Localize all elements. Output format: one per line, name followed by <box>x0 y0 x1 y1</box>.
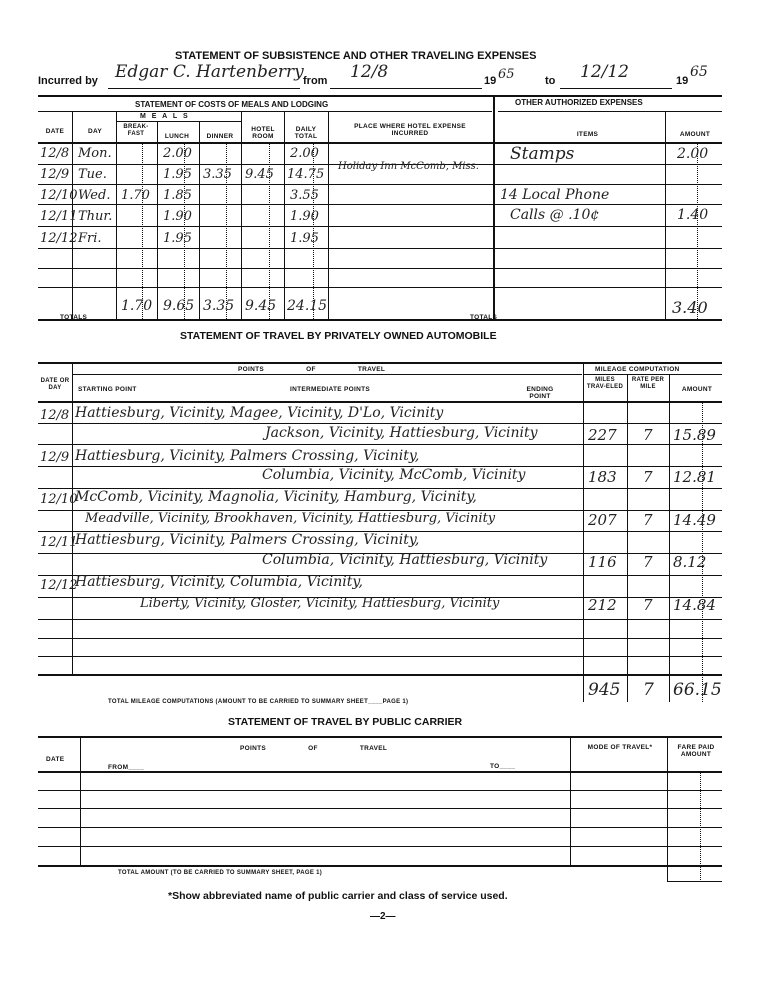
trip-miles: 183 <box>588 468 617 486</box>
col-place: PLACE WHERE HOTEL EXPENSE INCURRED <box>354 123 466 137</box>
total-hotel: 9.45 <box>245 298 277 314</box>
from-date: 12/8 <box>350 62 389 82</box>
carrier-from-label: FROM____ <box>108 764 144 771</box>
mileage-label: MILEAGE COMPUTATION <box>595 366 680 373</box>
col-date: DATE <box>45 128 65 135</box>
trip-amount: 15.89 <box>673 426 716 444</box>
meal-daily: 3.55 <box>290 188 319 203</box>
trip-date: 12/8 <box>40 408 70 423</box>
traveler-name: Edgar C. Hartenberry <box>115 62 304 82</box>
trip-miles: 212 <box>588 596 617 614</box>
from-label: from <box>303 75 328 87</box>
auto-col-intermediate: INTERMEDIATE POINTS <box>290 386 370 393</box>
trip-line1: Hattiesburg, Vicinity, Palmers Crossing, Vicinity, <box>75 448 420 464</box>
meal-day: Tue. <box>78 167 107 182</box>
trip-line1: Hattiesburg, Vicinity, Palmers Crossing, Vicinity, <box>75 532 420 548</box>
year-prefix-2: 19 <box>676 75 689 87</box>
to-date: 12/12 <box>580 62 629 82</box>
trip-amount: 8.12 <box>673 553 707 571</box>
meals-totals-label: TOTALS <box>60 314 88 321</box>
incurred-by-label: Incurred by <box>38 75 98 87</box>
total-dinner: 3.35 <box>203 298 235 314</box>
trip-amount: 14.49 <box>673 511 716 529</box>
col-daily-total: DAILY TOTAL <box>294 126 318 140</box>
carrier-total-label: TOTAL AMOUNT (TO BE CARRIED TO SUMMARY SHEET, PAGE 1) <box>118 870 323 876</box>
trip-rate: 7 <box>643 468 653 486</box>
col-dinner: DINNER <box>206 133 234 140</box>
auto-col-amount: AMOUNT <box>681 386 713 393</box>
trip-line1: Hattiesburg, Vicinity, Columbia, Vicinity, <box>75 574 363 590</box>
trip-date: 12/11 <box>40 535 78 550</box>
meal-dinner: 3.35 <box>203 167 232 182</box>
carrier-points-label: POINTS OF TRAVEL <box>240 745 388 752</box>
meal-day: Mon. <box>78 146 112 161</box>
other-total: 3.40 <box>672 298 708 317</box>
trip-miles: 207 <box>588 511 617 529</box>
auto-section-title: STATEMENT OF TRAVEL BY PRIVATELY OWNED AUTOMOBILE <box>180 330 497 342</box>
meal-daily: 14.75 <box>287 167 325 182</box>
meals-section-title: STATEMENT OF COSTS OF MEALS AND LODGING <box>135 100 329 109</box>
auto-total-label: TOTAL MILEAGE COMPUTATIONS (AMOUNT TO BE CARRIED TO SUMMARY SHEET____PAGE 1) <box>108 699 409 705</box>
trip-date: 12/12 <box>40 578 78 593</box>
meal-lunch: 1.95 <box>163 167 192 182</box>
trip-line2: Columbia, Vicinity, Hattiesburg, Vicinity <box>262 552 548 568</box>
form-title: STATEMENT OF SUBSISTENCE AND OTHER TRAVELING EXPENSES <box>175 50 537 62</box>
auto-col-ending: ENDING POINT <box>526 386 554 400</box>
total-lunch: 9.65 <box>163 298 195 314</box>
meal-date: 12/11 <box>40 209 78 224</box>
meal-date: 12/12 <box>40 231 78 246</box>
meal-breakfast: 1.70 <box>121 188 150 203</box>
auto-col-date: DATE OR DAY <box>40 378 70 391</box>
col-day: DAY <box>87 128 103 135</box>
trip-rate: 7 <box>643 426 653 444</box>
meal-hotel: 9.45 <box>245 167 274 182</box>
auto-total-miles: 945 <box>588 680 621 700</box>
other-totals-label: TOTALS <box>470 314 498 321</box>
year-1: 65 <box>498 67 515 82</box>
carrier-to-label: TO____ <box>490 763 516 770</box>
page-number: —2— <box>370 911 396 922</box>
auto-points-label: POINTS OF TRAVEL <box>238 366 386 373</box>
other-section-title: OTHER AUTHORIZED EXPENSES <box>515 98 643 107</box>
meal-date: 12/10 <box>40 188 78 203</box>
meal-date: 12/9 <box>40 167 70 182</box>
other-item: Stamps <box>510 144 575 164</box>
trip-rate: 7 <box>643 553 653 571</box>
trip-line2: Columbia, Vicinity, McComb, Vicinity <box>262 467 526 483</box>
trip-line2: Liberty, Vicinity, Gloster, Vicinity, Hattiesburg, Vicinity <box>140 596 500 611</box>
meal-lunch: 1.85 <box>163 188 192 203</box>
other-amount: 1.40 <box>677 207 709 223</box>
meal-date: 12/8 <box>40 146 70 161</box>
carrier-col-date: DATE <box>46 756 65 763</box>
other-amount: 2.00 <box>677 146 709 162</box>
total-breakfast: 1.70 <box>121 298 153 314</box>
total-daily: 24.15 <box>287 298 328 314</box>
carrier-col-mode: MODE OF TRAVEL* <box>587 744 653 751</box>
auto-total-amount: 66.15 <box>673 680 722 700</box>
meal-daily: 2.00 <box>290 146 319 161</box>
to-label: to <box>545 75 556 87</box>
carrier-col-fare: FARE PAID AMOUNT <box>677 744 715 758</box>
trip-rate: 7 <box>643 511 653 529</box>
meal-daily: 1.90 <box>290 209 319 224</box>
carrier-section-title: STATEMENT OF TRAVEL BY PUBLIC CARRIER <box>228 716 463 728</box>
trip-line2: Jackson, Vicinity, Hattiesburg, Vicinity <box>265 425 538 441</box>
meal-day: Wed. <box>78 188 111 203</box>
auto-col-miles: MILES TRAV-ELED <box>586 377 624 390</box>
col-hotel: HOTEL ROOM <box>251 126 275 140</box>
trip-rate: 7 <box>643 596 653 614</box>
footer-note: *Show abbreviated name of public carrier and class of service used. <box>168 890 508 902</box>
trip-amount: 14.84 <box>673 596 716 614</box>
trip-line1: McComb, Vicinity, Magnolia, Vicinity, Hamburg, Vicinity, <box>75 489 477 505</box>
meals-group-label: M E A L S <box>140 113 190 120</box>
meal-day: Thur. <box>78 209 113 224</box>
trip-line2: Meadville, Vicinity, Brookhaven, Vicinity, Hattiesburg, Vicinity <box>85 511 496 526</box>
other-item: 14 Local Phone <box>500 187 610 203</box>
trip-line1: Hattiesburg, Vicinity, Magee, Vicinity, D'Lo, Vicinity <box>75 405 444 421</box>
col-lunch: LUNCH <box>164 133 190 140</box>
col-items: ITEMS <box>576 131 599 138</box>
meal-lunch: 2.00 <box>163 146 192 161</box>
trip-date: 12/10 <box>40 492 78 507</box>
trip-miles: 227 <box>588 426 617 444</box>
col-breakfast: BREAK-FAST <box>123 124 149 137</box>
year-prefix-1: 19 <box>484 75 497 87</box>
trip-amount: 12.81 <box>673 468 716 486</box>
auto-col-rate: RATE PER MILE <box>631 377 665 390</box>
col-amount-other: AMOUNT <box>679 131 711 138</box>
meal-place: Holiday Inn McComb, Miss. <box>338 161 479 172</box>
year-2: 65 <box>690 64 708 80</box>
auto-col-starting: STARTING POINT <box>78 386 137 393</box>
meal-day: Fri. <box>78 231 102 246</box>
other-item: Calls @ .10¢ <box>510 207 600 223</box>
auto-total-rate: 7 <box>643 680 654 700</box>
trip-miles: 116 <box>588 553 617 571</box>
trip-date: 12/9 <box>40 450 70 465</box>
meal-lunch: 1.95 <box>163 231 192 246</box>
meal-daily: 1.95 <box>290 231 319 246</box>
meal-lunch: 1.90 <box>163 209 192 224</box>
